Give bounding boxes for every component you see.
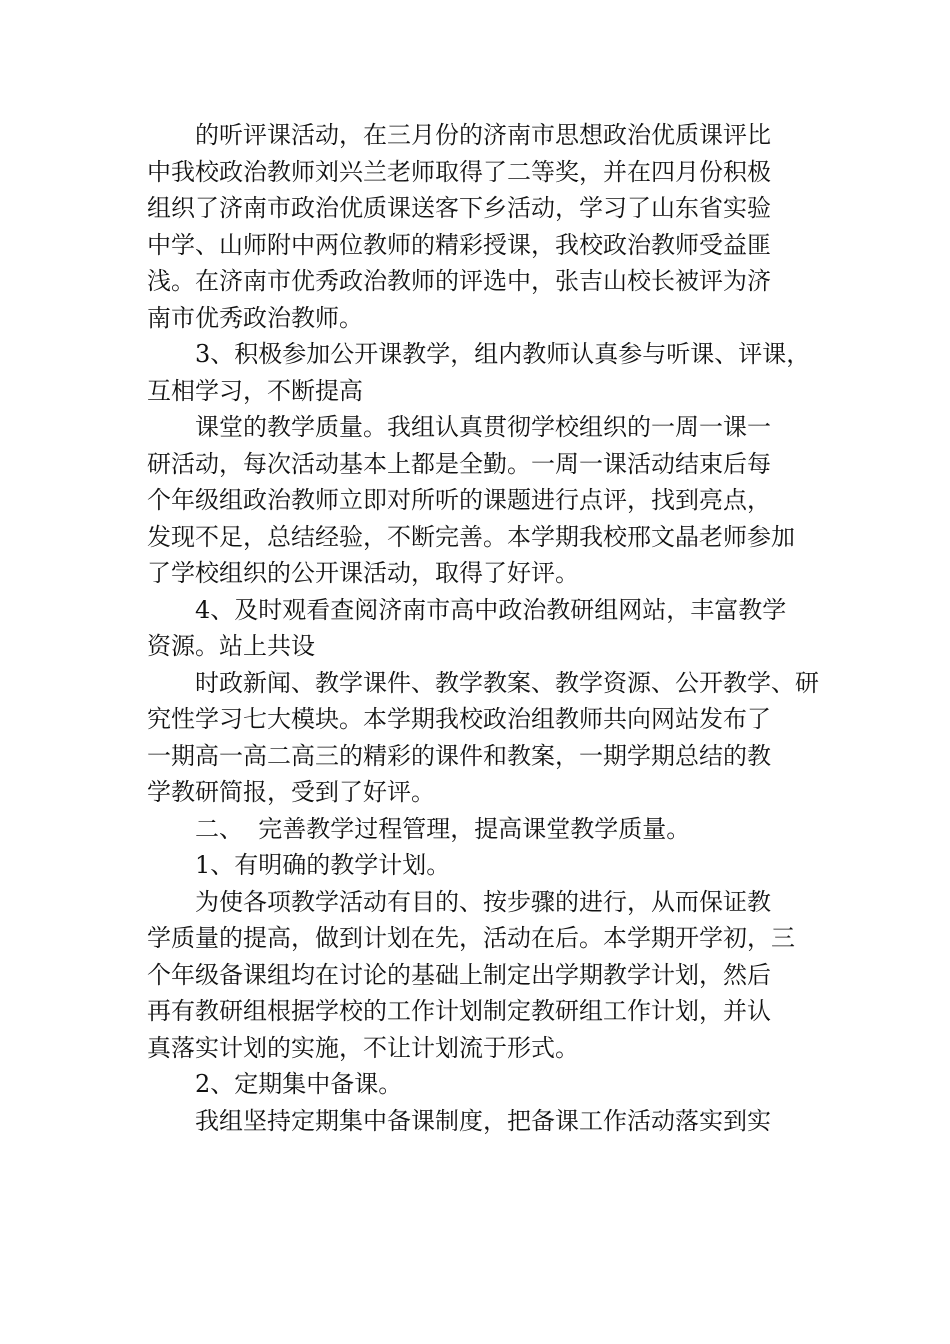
text-line: 资源。站上共设: [147, 632, 315, 660]
text-line: 组织了济南市政治优质课送客下乡活动，学习了山东省实验: [147, 194, 771, 222]
text-line: 中学、山师附中两位教师的精彩授课，我校政治教师受益匪: [147, 230, 771, 259]
text-line: 我组坚持定期集中备课制度，把备课工作活动落实到实: [195, 1106, 771, 1135]
text-line: 真落实计划的实施，不让计划流于形式。: [147, 1033, 579, 1062]
text-line: 时政新闻、教学课件、教学教案、教学资源、公开教学、研: [195, 668, 819, 697]
text-line: 互相学习，不断提高: [147, 376, 363, 405]
text-line: 个年级组政治教师立即对所听的课题进行点评，找到亮点，: [147, 486, 771, 514]
text-line: 了学校组织的公开课活动，取得了好评。: [147, 559, 579, 587]
text-line: 研活动，每次活动基本上都是全勤。一周一课活动结束后每: [147, 449, 771, 478]
text-line: 浅。在济南市优秀政治教师的评选中，张吉山校长被评为济: [147, 267, 771, 295]
text-line: 再有教研组根据学校的工作计划制定教研组工作计划，并认: [147, 997, 771, 1025]
text-line: 课堂的教学质量。我组认真贯彻学校组织的一周一课一: [195, 413, 771, 441]
text-line: 2、定期集中备课。: [195, 1070, 403, 1098]
text-line: 为使各项教学活动有目的、按步骤的进行，从而保证教: [195, 887, 771, 916]
text-line: 1、有明确的教学计划。: [195, 851, 451, 879]
text-line: 发现不足，总结经验，不断完善。本学期我校邢文晶老师参加: [147, 522, 795, 551]
text-line: 一期高一高二高三的精彩的课件和教案，一期学期总结的教: [147, 741, 771, 770]
text-line: 3、积极参加公开课教学，组内教师认真参与听课、评课，: [195, 340, 811, 368]
text-line: 二、 完善教学过程管理，提高课堂教学质量。: [195, 814, 691, 843]
body-text: [147, 117, 819, 1139]
text-line: 4、及时观看查阅济南市高中政治教研组网站，丰富教学: [195, 595, 787, 624]
text-line: 的听评课活动，在三月份的济南市思想政治优质课评比: [195, 121, 771, 149]
text-line: 中我校政治教师刘兴兰老师取得了二等奖，并在四月份积极: [147, 157, 771, 186]
text-line: 学教研简报，受到了好评。: [147, 778, 435, 806]
text-line: 个年级备课组均在讨论的基础上制定出学期教学计划，然后: [147, 960, 771, 989]
text-line: 南市优秀政治教师。: [147, 303, 363, 332]
text-line: 究性学习七大模块。本学期我校政治组教师共向网站发布了: [147, 705, 771, 733]
text-line: 学质量的提高，做到计划在先，活动在后。本学期开学初，三: [147, 924, 795, 952]
